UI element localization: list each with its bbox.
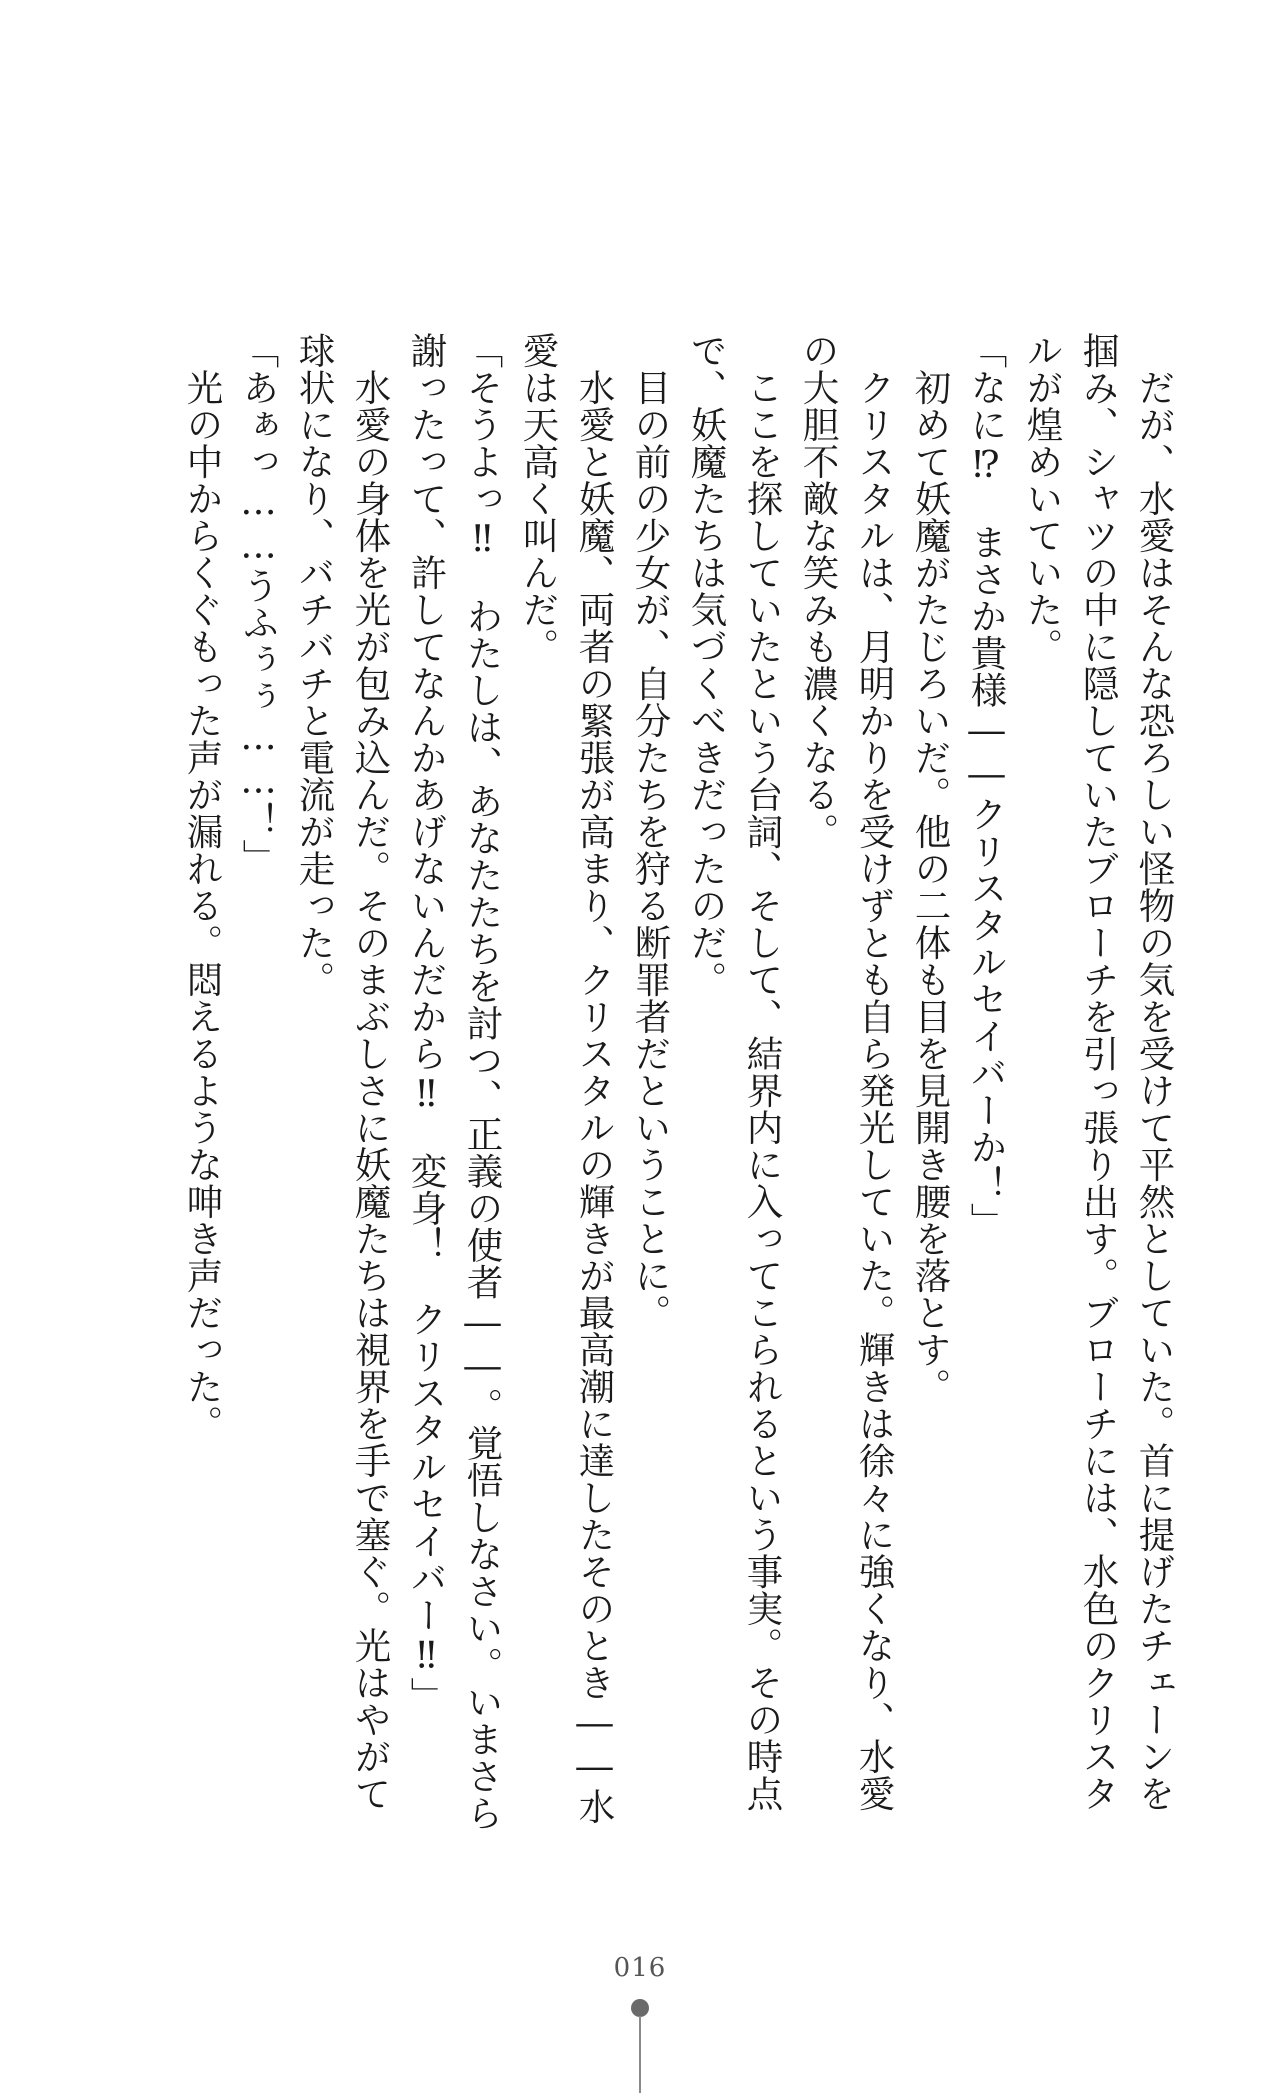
text-line: 「なに⁉ まさか貴様――クリスタルセイバーか！」 bbox=[965, 332, 1008, 1240]
text-line: ルが煌めいていた。 bbox=[1021, 332, 1064, 665]
text-line: 水愛の身体を光が包み込んだ。そのまぶしさに妖魔たちは視界を手で塞ぐ。光はやがて bbox=[349, 332, 392, 1812]
text-line: だが、水愛はそんな恐ろしい怪物の気を受けて平然としていた。首に提げたチェーンを bbox=[1133, 332, 1176, 1812]
text-line: の大胆不敵な笑みも濃くなる。 bbox=[797, 332, 840, 850]
body-text bbox=[174, 332, 1182, 1832]
text-line: 「あぁっ……うふぅぅ……！」 bbox=[237, 332, 280, 876]
text-line: 愛は天高く叫んだ。 bbox=[517, 332, 560, 665]
page-number: 016 bbox=[613, 1953, 667, 1983]
text-line: 水愛と妖魔、両者の緊張が高まり、クリスタルの輝きが最高潮に達したそのとき――水 bbox=[573, 332, 616, 1825]
text-line: 光の中からくぐもった声が漏れる。悶えるような呻き声だった。 bbox=[181, 332, 224, 1442]
text-line: 目の前の少女が、自分たちを狩る断罪者だということに。 bbox=[629, 332, 672, 1331]
folio-dot-ornament bbox=[631, 1999, 649, 2017]
text-line: クリスタルは、月明かりを受けずとも自ら発光していた。輝きは徐々に強くなり、水愛 bbox=[853, 332, 896, 1812]
text-line: 掴み、シャツの中に隠していたブローチを引っ張り出す。ブローチには、水色のクリスタ bbox=[1077, 332, 1120, 1812]
text-line: 球状になり、バチバチと電流が走った。 bbox=[293, 332, 336, 998]
text-line: 謝ったって、許してなんかあげないんだから‼ 変身！ クリスタルセイバー‼」 bbox=[405, 332, 448, 1714]
text-line: ここを探していたという台詞、そして、結界内に入ってこられるという事実。その時点 bbox=[741, 332, 784, 1812]
folio-rule-ornament bbox=[639, 2016, 641, 2093]
text-line: で、妖魔たちは気づくべきだったのだ。 bbox=[685, 332, 728, 998]
text-line: 初めて妖魔がたじろいだ。他の二体も目を見開き腰を落とす。 bbox=[909, 332, 952, 1405]
text-line: 「そうよっ‼ わたしは、あなたたちを討つ、正義の使者――。覚悟しなさい。いまさら bbox=[461, 332, 504, 1832]
